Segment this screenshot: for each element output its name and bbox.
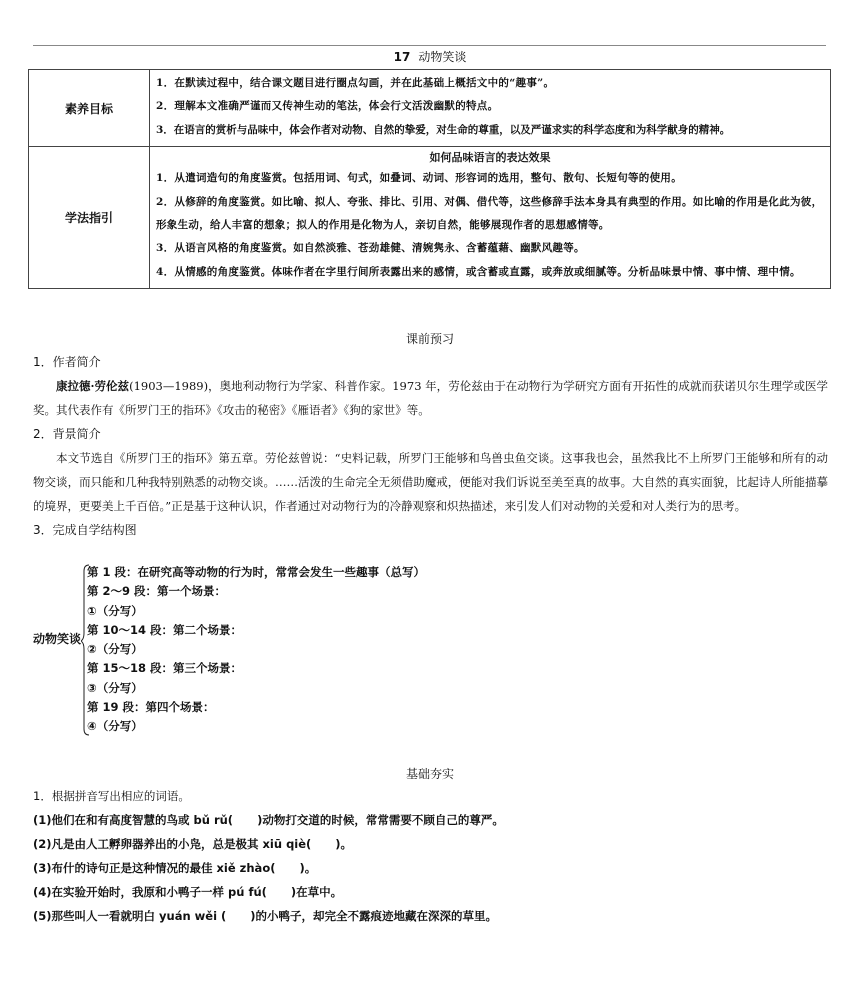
basics-heading: 基础夯实 [405, 767, 454, 781]
method-heading: 如何品味语言的表达效果 [429, 151, 551, 165]
question-text: (5)那些叫人一看就明白 yuán wěi ( [33, 909, 227, 923]
background-paragraph: 本文节选自《所罗门王的指环》第五章。劳伦兹曾说：“史料记载，所罗门王能够和鸟兽虫鱼交谈。这事我也会，虽然我比不上所罗门王能够和所有的动物交谈，而只能和几种我特别熟悉的动物交谈。……活泼的生命完全无须借助魔戒，便能对我们诉说至美至真的故事。大自然的真实面貌，比起诗人所能描摹的境界，更要美上千百倍。”正是基于这种认识，作者通过对动物行为的冷静观察和炽热描述，来引发人们对动物的关爱和对人类行为的思考。 [33, 451, 828, 513]
structure-line: 第 15～18 段：第三个场景： [87, 661, 243, 676]
question-text: )。 [335, 837, 353, 851]
author-title: 1．作者简介 [33, 355, 101, 369]
literacy-item: 1．在默读过程中，结合课文题目进行圈点勾画，并在此基础上概括文中的“趣事”。 [156, 77, 555, 89]
structure-line: ①（分写） [87, 603, 143, 618]
structure-line: 第 1 段：在研究高等动物的行为时，常常会发生一些趣事（总写） [87, 565, 426, 579]
structure-diagram [33, 563, 533, 738]
method-item: 4．从情感的角度鉴赏。体味作者在字里行间所表露出来的感情，或含蓄或直露，或奔放或细腻等。分析品味景中情、事中情、理中情。 [156, 265, 801, 278]
method-item: 1．从遣词造句的角度鉴赏。包括用词、句式，如叠词、动词、形容词的选用，整句、散句、长短句等的使用。 [156, 172, 683, 185]
header-rule [33, 45, 826, 46]
method-label: 学法指引 [29, 147, 150, 289]
literacy-content [150, 70, 831, 147]
structure-title: 3．完成自学结构图 [33, 523, 137, 537]
literacy-row [29, 70, 831, 147]
method-content [150, 147, 831, 289]
structure-line: ②（分写） [87, 642, 143, 657]
question-item-5 [33, 908, 497, 924]
goals-table [28, 69, 831, 289]
structure-line: 第 2～9 段：第一个场景： [87, 584, 227, 599]
structure-line: 第 10～14 段：第二个场景： [87, 622, 243, 637]
preview-heading: 课前预习 [405, 332, 454, 346]
question-text: )。 [299, 861, 317, 875]
method-item: 3．从语言风格的角度鉴赏。如自然淡雅、苍劲雄健、清婉隽永、含蓄蕴藉、幽默风趣等。 [156, 242, 585, 255]
q1-title: 1．根据拼音写出相应的词语。 [33, 789, 190, 803]
question-text: )在草中。 [290, 885, 343, 899]
lesson-title-text: 动物笑谈 [418, 50, 467, 64]
lesson-number: 17 [393, 50, 411, 64]
literacy-item: 3．在语言的赏析与品味中，体会作者对动物、自然的挚爱，对生命的尊重，以及严谨求实的科学态度和为科学献身的精神。 [156, 123, 731, 136]
structure-root: 动物笑谈 [33, 632, 82, 646]
method-item: 2．从修辞的角度鉴赏。如比喻、拟人、夸张、排比、引用、对偶、借代等，这些修辞手法本身具有典型的作用。如比喻的作用是化此为彼，形象生动，给人丰富的想象；拟人的作用是化物为人，亲切自然，能够展现作者的思想感情等。 [156, 195, 823, 232]
question-text: (1)他们在和有高度智慧的鸟或 bǔ rǔ( [33, 813, 234, 827]
author-paragraph [33, 374, 828, 422]
structure-line: 第 19 段：第四个场景： [87, 700, 215, 715]
question-text: (3)布什的诗句正是这种情况的最佳 xiě zhào( [33, 861, 276, 875]
question-item-1 [33, 812, 504, 828]
lesson-title [0, 48, 860, 65]
question-item-3 [33, 860, 316, 876]
structure-lines [87, 563, 425, 737]
author-text: (1903—1989)，奥地利动物行为学家、科普作家。1973 年，劳伦兹由于在动物行为学研究方面有开拓性的成就而获诺贝尔生理学或医学奖。其代表作有《所罗门王的指环》《攻击的秘密》《雁语者》《狗的家世》等。 [33, 379, 828, 417]
background-title: 2．背景简介 [33, 427, 101, 441]
structure-line: ③（分写） [87, 680, 143, 695]
question-text: )的小鸭子，却完全不露痕迹地藏在深深的草里。 [250, 909, 498, 923]
literacy-label: 素养目标 [29, 70, 150, 147]
question-text: (2)凡是由人工孵卵器养出的小凫，总是极其 xiū qiè( [33, 837, 312, 851]
author-name: 康拉德·劳伦兹 [56, 379, 130, 393]
question-text: )动物打交道的时候，常常需要不顾自己的尊严。 [257, 813, 504, 827]
structure-line: ④（分写） [87, 719, 143, 734]
question-item-4 [33, 884, 342, 900]
question-text: (4)在实验开始时，我原和小鸭子一样 pú fú( [33, 885, 267, 899]
preview-section [33, 350, 828, 542]
literacy-item: 2．理解本文准确严谨而又传神生动的笔法，体会行文活泼幽默的特点。 [156, 100, 499, 113]
method-row [29, 147, 831, 289]
question-item-2 [33, 836, 352, 852]
